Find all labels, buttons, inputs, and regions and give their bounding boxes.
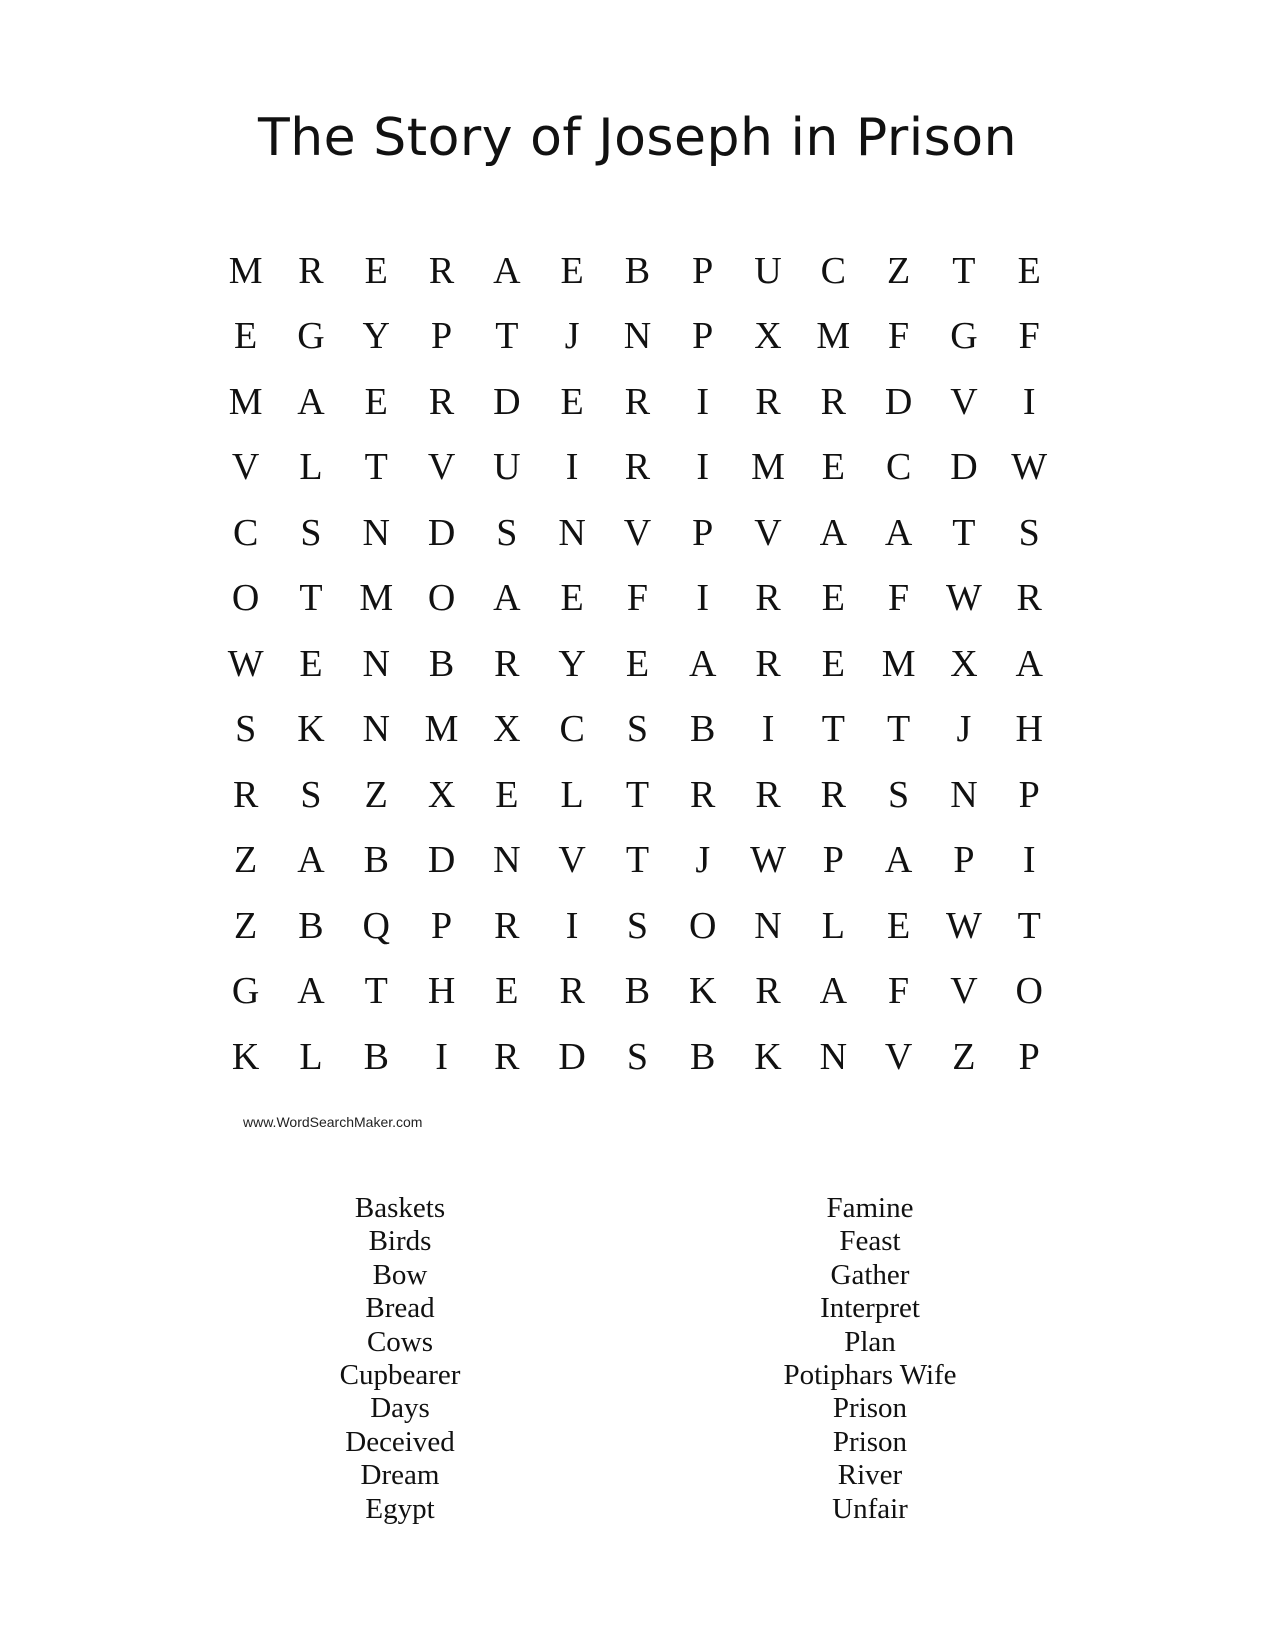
grid-letter: M: [816, 315, 851, 358]
grid-letter: T: [364, 446, 388, 489]
grid-letter: R: [624, 380, 651, 423]
word-list-item: Potiphars Wife: [783, 1359, 957, 1392]
word-list-item: Plan: [844, 1325, 896, 1358]
grid-letter: B: [363, 839, 389, 882]
word-list-item: Gather: [830, 1258, 910, 1291]
grid-letter: N: [754, 904, 782, 947]
grid-letter: N: [819, 1035, 848, 1078]
grid-letter: F: [888, 315, 910, 358]
grid-letter: L: [299, 1035, 323, 1078]
grid-letter: H: [427, 970, 456, 1013]
grid-letter: J: [564, 315, 580, 358]
grid-letter: R: [428, 380, 455, 423]
grid-letter: U: [493, 446, 521, 489]
grid-letter: D: [493, 380, 521, 423]
grid-letter: N: [362, 642, 390, 685]
grid-letter: R: [494, 1035, 520, 1078]
grid-letter: M: [881, 642, 916, 685]
grid-letter: E: [234, 315, 258, 358]
word-list-item: River: [837, 1459, 903, 1492]
grid-letter: S: [626, 904, 648, 947]
grid-letter: T: [952, 511, 976, 554]
grid-letter: P: [822, 839, 844, 882]
grid-letter: P: [692, 315, 714, 358]
grid-letter: W: [945, 577, 982, 620]
grid-letter: V: [558, 839, 586, 882]
word-list-item: Baskets: [354, 1192, 446, 1224]
grid-letter: C: [559, 708, 585, 751]
grid-letter: S: [1018, 511, 1040, 554]
grid-letter: R: [494, 904, 520, 947]
grid-letter: G: [297, 315, 325, 358]
grid-letter: D: [558, 1035, 586, 1078]
word-list-left: [230, 1192, 570, 1526]
grid-letter: A: [819, 970, 848, 1013]
grid-letter: A: [297, 970, 325, 1013]
word-list-item: Birds: [368, 1225, 432, 1258]
grid-letter: P: [1018, 1035, 1040, 1078]
grid-letter: Z: [234, 839, 258, 882]
grid-letter: I: [435, 1035, 448, 1078]
grid-letter: Q: [362, 904, 390, 947]
grid-letter: D: [427, 511, 456, 554]
grid-letter: K: [231, 1035, 260, 1078]
grid-letter: G: [231, 970, 260, 1013]
grid-letter: W: [945, 904, 982, 947]
grid-letter: P: [1018, 773, 1040, 816]
word-list-item: Unfair: [832, 1492, 908, 1525]
grid-letter: T: [821, 708, 845, 751]
grid-letter: E: [1017, 249, 1041, 292]
grid-letter: V: [950, 970, 978, 1013]
grid-letter: R: [820, 773, 846, 816]
grid-letter: N: [558, 511, 586, 554]
grid-letter: I: [696, 380, 710, 423]
grid-letter: P: [953, 839, 975, 882]
grid-letter: B: [363, 1035, 389, 1078]
grid-letter: R: [690, 773, 716, 816]
grid-letter: I: [696, 577, 710, 620]
grid-letter: Z: [952, 1035, 976, 1078]
grid-letter: D: [950, 446, 978, 489]
grid-letter: A: [1015, 642, 1043, 685]
grid-letter: F: [1018, 315, 1040, 358]
grid-letter: E: [887, 904, 911, 947]
grid-letter: F: [626, 577, 648, 620]
grid-letter: O: [689, 904, 717, 947]
grid-letter: O: [231, 577, 260, 620]
grid-letter: C: [232, 511, 259, 554]
grid-letter: R: [298, 249, 324, 292]
word-list-item: Egypt: [365, 1492, 435, 1525]
grid-letter: Y: [558, 642, 586, 685]
grid-letter: V: [623, 511, 652, 554]
grid-letter: R: [494, 642, 520, 685]
grid-letter: A: [493, 249, 521, 292]
grid-letter: R: [428, 249, 455, 292]
word-list-item: Prison: [832, 1425, 908, 1458]
grid-letter: L: [560, 773, 584, 816]
grid-letter: T: [625, 839, 650, 882]
grid-letter: A: [884, 511, 913, 554]
grid-letter: B: [690, 708, 716, 751]
grid-letter: X: [493, 708, 521, 751]
grid-letter: E: [821, 446, 845, 489]
grid-letter: R: [755, 642, 781, 685]
grid-letter: E: [364, 380, 388, 423]
grid-letter: N: [362, 708, 390, 751]
grid-letter: T: [1017, 904, 1041, 947]
grid-letter: R: [232, 773, 259, 816]
grid-letter: R: [820, 380, 846, 423]
word-list-item: Famine: [826, 1192, 914, 1224]
grid-letter: O: [1015, 970, 1043, 1013]
source-link[interactable]: www.WordSearchMaker.com: [243, 1114, 423, 1130]
grid-letter: B: [624, 970, 651, 1013]
grid-letter: M: [228, 380, 263, 423]
grid-letter: N: [362, 511, 390, 554]
grid-letter: O: [427, 577, 456, 620]
grid-letter: E: [560, 577, 584, 620]
grid-letter: P: [430, 904, 453, 947]
word-list-item: Cows: [366, 1325, 434, 1358]
grid-letter: X: [950, 642, 978, 685]
grid-letter: R: [624, 446, 651, 489]
grid-letter: U: [754, 249, 782, 292]
word-list-right: [700, 1192, 1040, 1526]
grid-letter: T: [625, 773, 650, 816]
grid-letter: E: [560, 249, 584, 292]
grid-letter: B: [298, 904, 324, 947]
grid-letter: M: [359, 577, 394, 620]
grid-letter: R: [755, 970, 781, 1013]
grid-letter: X: [754, 315, 782, 358]
grid-letter: B: [690, 1035, 716, 1078]
grid-letter: S: [888, 773, 910, 816]
grid-letter: A: [297, 839, 325, 882]
grid-letter: V: [231, 446, 260, 489]
grid-letter: T: [364, 970, 388, 1013]
grid-letter: R: [1016, 577, 1042, 620]
grid-letter: S: [300, 511, 322, 554]
word-list-item: Feast: [839, 1225, 901, 1258]
grid-letter: C: [885, 446, 912, 489]
grid-letter: M: [424, 708, 459, 751]
grid-letter: H: [1015, 708, 1043, 751]
grid-letter: P: [692, 249, 714, 292]
grid-letter: L: [821, 904, 845, 947]
grid-letter: J: [956, 708, 972, 751]
grid-letter: N: [623, 315, 652, 358]
grid-letter: R: [755, 380, 781, 423]
grid-letter: G: [950, 315, 978, 358]
grid-letter: B: [428, 642, 455, 685]
grid-letter: N: [950, 773, 978, 816]
word-list-item: Cupbearer: [339, 1359, 461, 1392]
word-list-item: Dream: [360, 1459, 440, 1492]
grid-letter: A: [819, 511, 848, 554]
grid-letter: S: [626, 708, 648, 751]
grid-letter: B: [624, 249, 651, 292]
grid-letter: I: [761, 708, 775, 751]
grid-letter: E: [821, 577, 845, 620]
grid-letter: A: [689, 642, 717, 685]
grid-letter: X: [427, 773, 456, 816]
grid-letter: K: [754, 1035, 782, 1078]
grid-letter: I: [565, 904, 579, 947]
grid-letter: K: [297, 708, 325, 751]
grid-letter: T: [887, 708, 911, 751]
grid-letter: S: [300, 773, 322, 816]
grid-letter: V: [754, 511, 782, 554]
grid-letter: I: [1022, 839, 1036, 882]
page-title: The Story of Joseph in Prison: [257, 108, 1018, 168]
grid-letter: A: [493, 577, 521, 620]
grid-letter: M: [228, 249, 263, 292]
grid-letter: R: [755, 773, 781, 816]
word-list-item: Bread: [365, 1292, 435, 1325]
grid-letter: V: [884, 1035, 913, 1078]
grid-letter: T: [495, 315, 519, 358]
grid-letter: D: [427, 839, 456, 882]
grid-letter: S: [496, 511, 518, 554]
grid-letter: F: [888, 970, 910, 1013]
grid-letter: Z: [234, 904, 258, 947]
grid-letter: E: [299, 642, 323, 685]
grid-letter: T: [952, 249, 976, 292]
word-list-item: Bow: [372, 1258, 428, 1291]
grid-letter: D: [884, 380, 913, 423]
grid-letter: Z: [887, 249, 911, 292]
grid-letter: I: [696, 446, 710, 489]
grid-letter: T: [299, 577, 323, 620]
word-search-grid: [213, 238, 1062, 1090]
grid-letter: K: [689, 970, 717, 1013]
grid-letter: W: [1011, 446, 1048, 489]
grid-letter: R: [755, 577, 781, 620]
word-list-item: Interpret: [820, 1292, 920, 1325]
grid-letter: E: [495, 970, 519, 1013]
grid-letter: S: [626, 1035, 648, 1078]
grid-letter: E: [495, 773, 519, 816]
grid-letter: V: [950, 380, 978, 423]
word-list-item: Prison: [832, 1392, 908, 1425]
grid-letter: P: [692, 511, 714, 554]
grid-letter: M: [751, 446, 785, 489]
grid-letter: S: [235, 708, 257, 751]
grid-letter: E: [364, 249, 388, 292]
word-list-item: Days: [370, 1392, 430, 1425]
grid-letter: C: [820, 249, 846, 292]
grid-letter: E: [560, 380, 584, 423]
grid-letter: A: [884, 839, 913, 882]
grid-letter: A: [297, 380, 325, 423]
grid-letter: Z: [364, 773, 388, 816]
grid-letter: W: [227, 642, 264, 685]
word-list-item: Deceived: [345, 1425, 455, 1458]
grid-letter: L: [299, 446, 323, 489]
grid-letter: E: [625, 642, 650, 685]
grid-letter: P: [430, 315, 453, 358]
grid-letter: W: [750, 839, 786, 882]
grid-letter: I: [1022, 380, 1036, 423]
grid-letter: J: [695, 839, 711, 882]
grid-letter: R: [559, 970, 585, 1013]
grid-letter: N: [493, 839, 521, 882]
grid-letter: E: [821, 642, 845, 685]
grid-letter: V: [427, 446, 456, 489]
grid-letter: Y: [362, 315, 390, 358]
grid-letter: I: [565, 446, 579, 489]
grid-letter: F: [888, 577, 910, 620]
